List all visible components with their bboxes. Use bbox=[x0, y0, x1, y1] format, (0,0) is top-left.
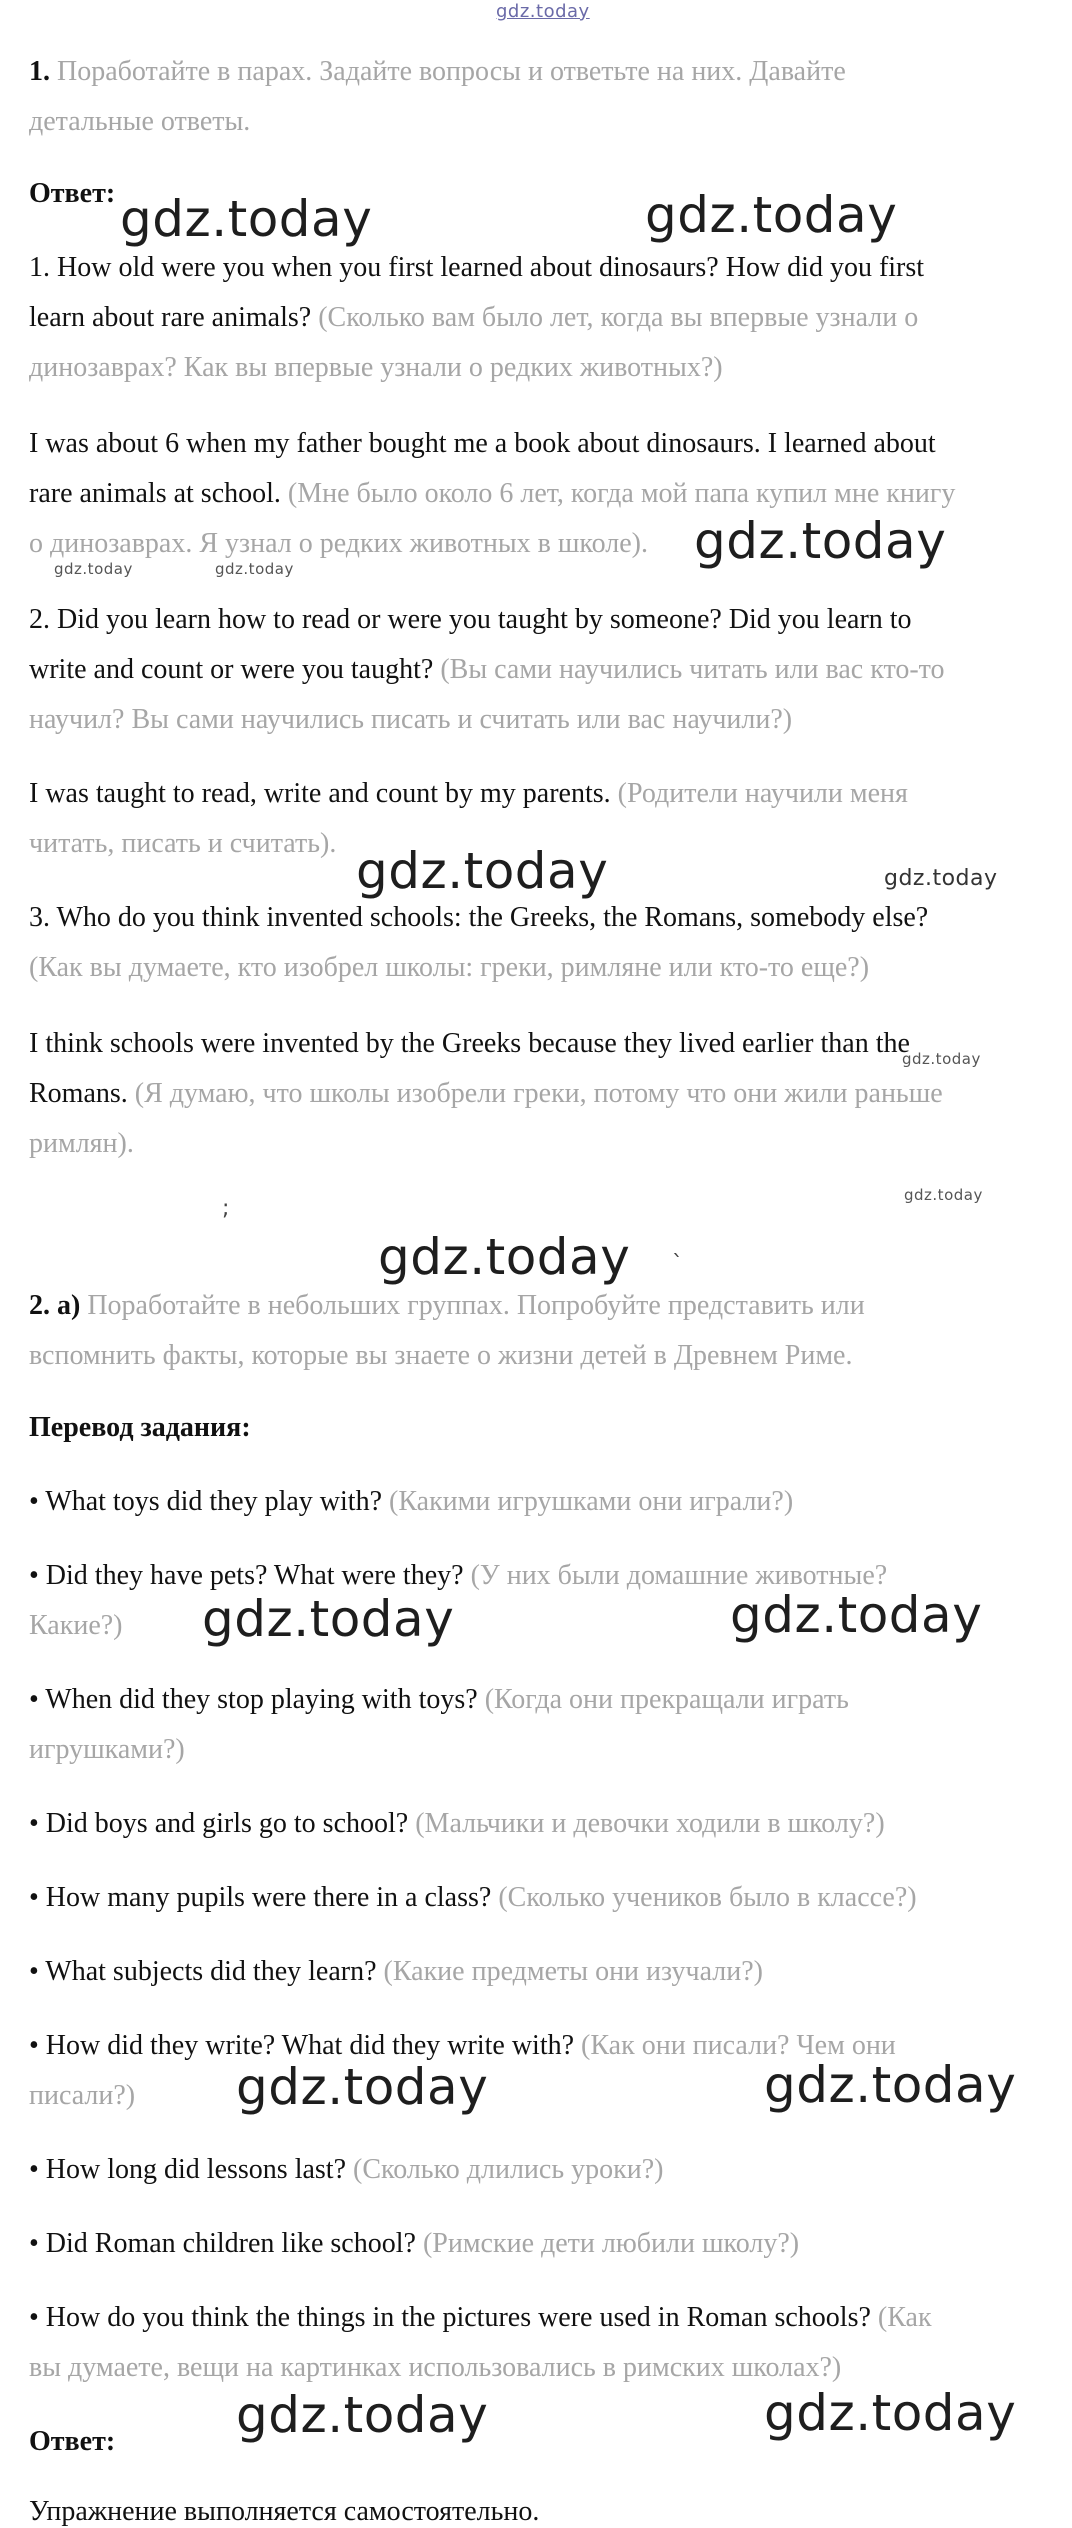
bullet-9-en: • Did Roman children like school? bbox=[29, 2228, 416, 2259]
watermark-2: gdz.today bbox=[645, 186, 898, 244]
bullet-1-ru: (Какими игрушками они играли?) bbox=[389, 1486, 794, 1517]
bullet-7-line-2: писали?) bbox=[29, 2080, 136, 2111]
bullet-10-ru: (Как bbox=[877, 2302, 932, 2333]
q1-ru-text: (Сколько вам было лет, когда вы впервые узнали о bbox=[318, 302, 919, 333]
bullet-8-ru: (Сколько длились уроки?) bbox=[353, 2154, 664, 2185]
a2-line-2: читать, писать и считать). bbox=[29, 828, 337, 859]
bullet-9 bbox=[29, 2228, 1049, 2260]
scan-mark-1: ; bbox=[222, 1196, 230, 1221]
watermark-tiny-4: gdz.today bbox=[904, 1186, 983, 1204]
watermark-3: gdz.today bbox=[694, 512, 947, 570]
q2-line-3: научил? Вы сами научились писать и считать или вас научили?) bbox=[29, 704, 793, 735]
task1-prompt-text: Поработайте в парах. Задайте вопросы и ответьте на них. Давайте bbox=[57, 56, 846, 87]
bullet-1 bbox=[29, 1486, 1049, 1518]
watermark-10: gdz.today bbox=[236, 2386, 489, 2444]
watermark-tiny-2: gdz.today bbox=[215, 560, 294, 578]
watermark-small-1: gdz.today bbox=[884, 866, 998, 891]
bullet-5-en: • How many pupils were there in a class? bbox=[29, 1882, 492, 1913]
bullet-10 bbox=[29, 2302, 1049, 2334]
bullet-3-line-2: игрушками?) bbox=[29, 1734, 185, 1765]
bullet-4-en: • Did boys and girls go to school? bbox=[29, 1808, 409, 1839]
task2-number: 2. а) bbox=[29, 1290, 81, 1321]
watermark-5: gdz.today bbox=[378, 1228, 631, 1286]
q2-ru-text: (Вы сами научились читать или вас кто-то bbox=[440, 654, 945, 685]
task1-answer-label: Ответ: bbox=[29, 178, 116, 209]
a3-line-1: I think schools were invented by the Greeks because they lived earlier than the bbox=[29, 1028, 910, 1059]
scan-mark-2: ` bbox=[672, 1252, 683, 1277]
bullet-8-en: • How long did lessons last? bbox=[29, 2154, 347, 2185]
q1-line-3: динозаврах? Как вы впервые узнали о редких животных?) bbox=[29, 352, 723, 383]
bullet-9-ru: (Римские дети любили школу?) bbox=[422, 2228, 800, 2259]
watermark-11: gdz.today bbox=[764, 2384, 1017, 2442]
bullet-3-en: • When did they stop playing with toys? bbox=[29, 1684, 478, 1715]
q2-line-2 bbox=[29, 654, 1049, 686]
a1-ru-text: (Мне было около 6 лет, когда мой папа купил мне книгу bbox=[287, 478, 956, 509]
a2-ru-text: (Родители научили меня bbox=[617, 778, 908, 809]
q2-line-1: 2. Did you learn how to read or were you taught by someone? Did you learn to bbox=[29, 604, 912, 635]
bullet-6 bbox=[29, 1956, 1049, 1988]
q3-line-2: (Как вы думаете, кто изобрел школы: греки, римляне или кто-то еще?) bbox=[29, 952, 870, 983]
a1-line-2 bbox=[29, 478, 1049, 510]
watermark-8: gdz.today bbox=[236, 2058, 489, 2116]
watermark-tiny-3: gdz.today bbox=[902, 1050, 981, 1068]
watermark-7: gdz.today bbox=[730, 1586, 983, 1644]
bullet-1-en: • What toys did they play with? bbox=[29, 1486, 383, 1517]
watermark-1: gdz.today bbox=[120, 190, 373, 248]
bullet-2-ru: (У них были домашние животные? bbox=[470, 1560, 888, 1591]
bullet-2-en: • Did they have pets? What were they? bbox=[29, 1560, 464, 1591]
task2-prompt-line-1 bbox=[29, 1290, 1049, 1322]
bullet-8 bbox=[29, 2154, 1049, 2186]
a2-en-text: I was taught to read, write and count by my parents. bbox=[29, 778, 611, 809]
bullet-5-ru: (Сколько учеников было в классе?) bbox=[498, 1882, 917, 1913]
bullet-5 bbox=[29, 1882, 1049, 1914]
a2-line-1 bbox=[29, 778, 1049, 810]
task1-number: 1. bbox=[29, 56, 50, 87]
a3-line-3: римлян). bbox=[29, 1128, 134, 1159]
bullet-2-line-2: Какие?) bbox=[29, 1610, 123, 1641]
task1-prompt-line-1 bbox=[29, 56, 1049, 88]
bullet-7-ru: (Как они писали? Чем они bbox=[581, 2030, 896, 2061]
task2-answer-text: Упражнение выполняется самостоятельно. bbox=[29, 2496, 540, 2527]
bullet-6-ru: (Какие предметы они изучали?) bbox=[383, 1956, 763, 1987]
a1-line-3: о динозаврах. Я узнал о редких животных в школе). bbox=[29, 528, 648, 559]
q1-line-1: 1. How old were you when you first learned about dinosaurs? How did you first bbox=[29, 252, 925, 283]
a3-en-text: Romans. bbox=[29, 1078, 128, 1109]
task2-prompt-text: Поработайте в небольших группах. Попробуйте представить или bbox=[87, 1290, 865, 1321]
a3-line-2 bbox=[29, 1078, 1049, 1110]
a1-en-text: rare animals at school. bbox=[29, 478, 281, 509]
bullet-6-en: • What subjects did they learn? bbox=[29, 1956, 377, 1987]
bullet-4-ru: (Мальчики и девочки ходили в школу?) bbox=[415, 1808, 885, 1839]
q3-line-1: 3. Who do you think invented schools: the Greeks, the Romans, somebody else? bbox=[29, 902, 929, 933]
q1-en-text: learn about rare animals? bbox=[29, 302, 312, 333]
watermark-9: gdz.today bbox=[764, 2056, 1017, 2114]
bullet-4 bbox=[29, 1808, 1049, 1840]
a3-ru-text: (Я думаю, что школы изобрели греки, потому что они жили раньше bbox=[134, 1078, 943, 1109]
q1-line-2 bbox=[29, 302, 1049, 334]
q2-en-text: write and count or were you taught? bbox=[29, 654, 434, 685]
bullet-10-en: • How do you think the things in the pictures were used in Roman schools? bbox=[29, 2302, 871, 2333]
watermark-tiny-1: gdz.today bbox=[54, 560, 133, 578]
watermark-6: gdz.today bbox=[202, 1590, 455, 1648]
site-header-link[interactable]: gdz.today bbox=[496, 1, 590, 22]
watermark-4: gdz.today bbox=[356, 842, 609, 900]
task2-answer-label: Ответ: bbox=[29, 2426, 116, 2457]
bullet-3 bbox=[29, 1684, 1049, 1716]
bullet-3-ru: (Когда они прекращали играть bbox=[484, 1684, 849, 1715]
translation-label: Перевод задания: bbox=[29, 1412, 251, 1443]
a1-line-1: I was about 6 when my father bought me a book about dinosaurs. I learned about bbox=[29, 428, 936, 459]
bullet-7-en: • How did they write? What did they write with? bbox=[29, 2030, 575, 2061]
task2-prompt-line-2: вспомнить факты, которые вы знаете о жизни детей в Древнем Риме. bbox=[29, 1340, 853, 1371]
task1-prompt-line-2: детальные ответы. bbox=[29, 106, 251, 137]
bullet-10-line-2: вы думаете, вещи на картинках использовались в римских школах?) bbox=[29, 2352, 842, 2383]
